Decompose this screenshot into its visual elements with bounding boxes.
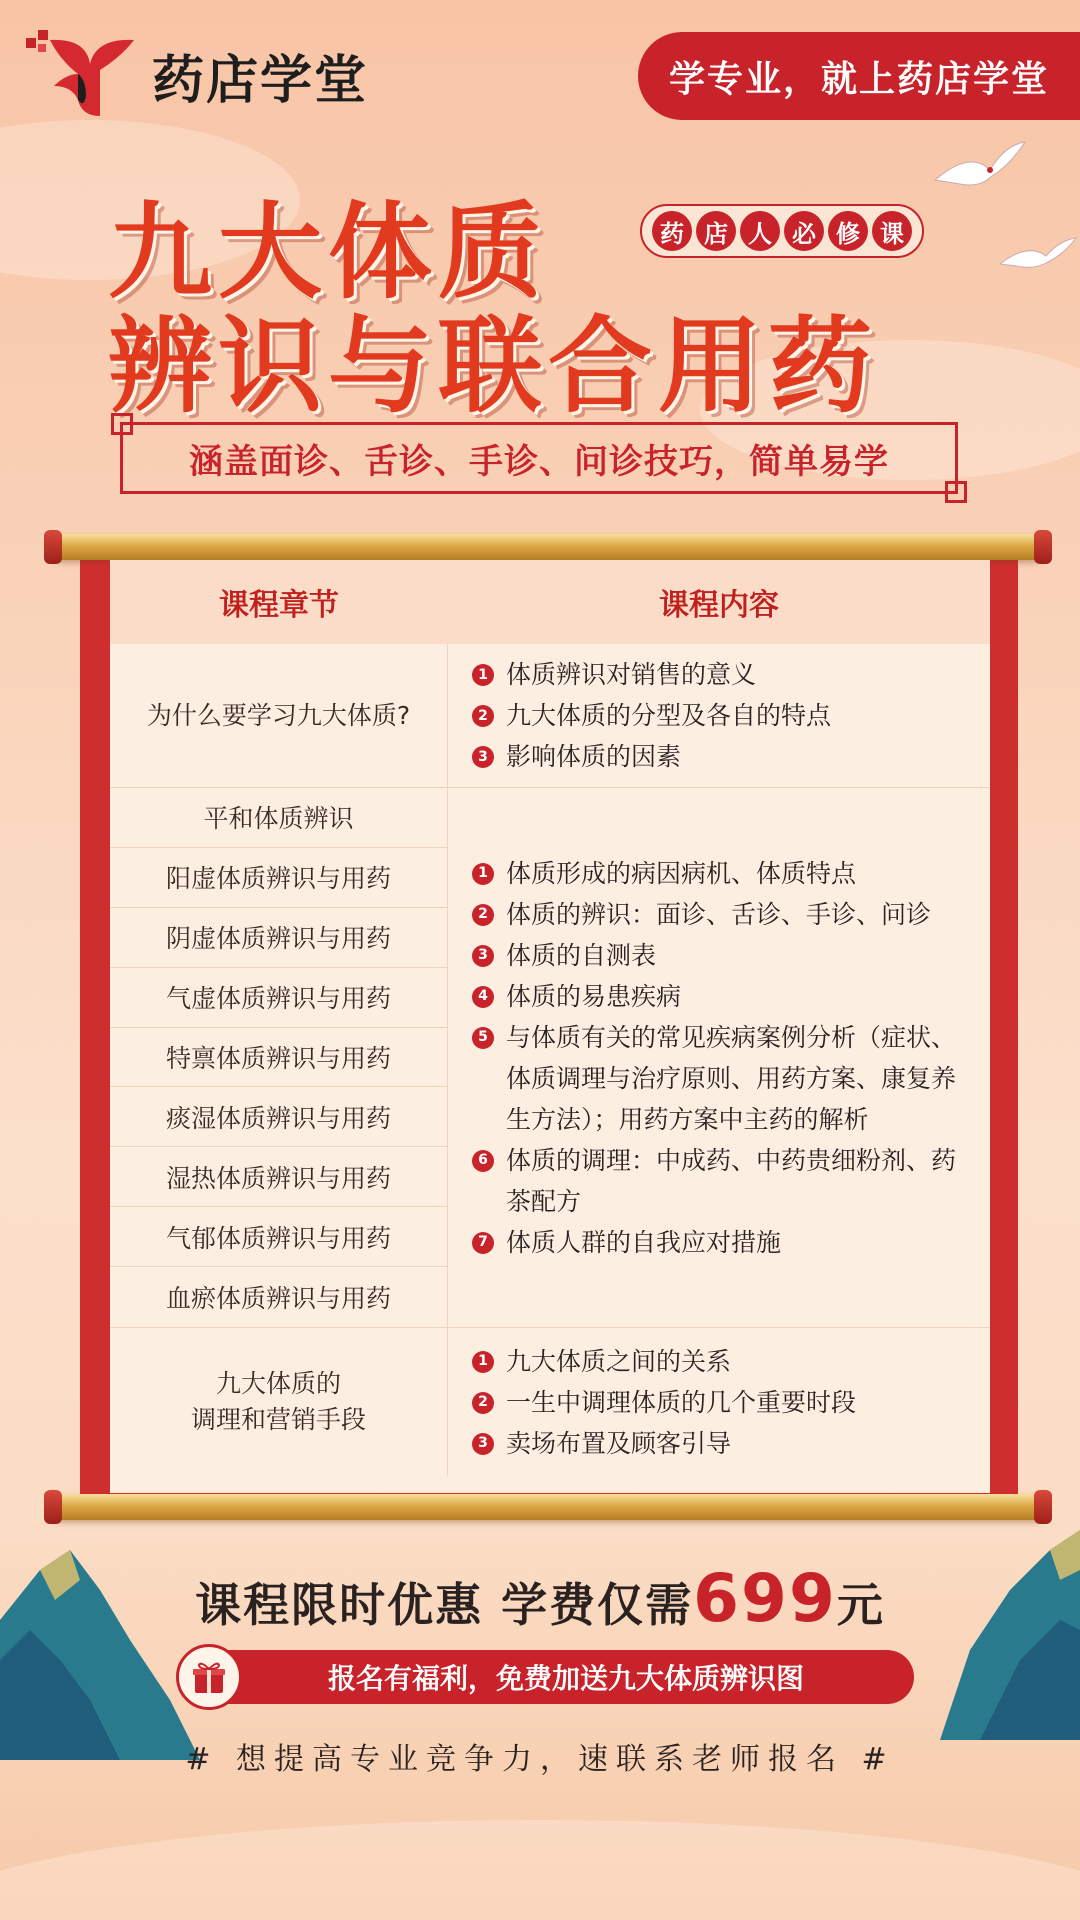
number-badge-3: 3 [472, 945, 494, 967]
list-item: 3 体质的自测表 [472, 935, 970, 976]
subtitle-banner: 涵盖面诊、舌诊、手诊、问诊技巧，简单易学 [120, 422, 958, 494]
number-badge-5: 5 [472, 1027, 494, 1049]
content-cell [448, 1328, 990, 1476]
course-table [110, 644, 990, 1476]
chapter-label: 血瘀体质辨识与用药 [165, 1284, 391, 1314]
bonus-banner: 报名有福利，免费加送九大体质辨识图 [178, 1650, 914, 1704]
chapter-label: 调理和营销手段 [190, 1405, 366, 1434]
chapter-cell [110, 788, 448, 1327]
logo-mark-icon [26, 30, 146, 120]
price-amount: 699 [693, 1560, 837, 1637]
crane-icon [998, 236, 1078, 276]
chapter-label: 湿热体质辨识与用药 [110, 1147, 447, 1207]
bg-cloud [0, 1820, 1080, 1920]
scroll-rod-top [50, 534, 1046, 560]
chapter-cell [110, 1328, 448, 1476]
number-badge-7: 7 [472, 1232, 494, 1254]
main-title-line2: 辨识与联合用药 [108, 304, 879, 427]
badge-char: 必 [784, 211, 824, 251]
list-item: 1 九大体质之间的关系 [472, 1341, 970, 1382]
chapter-label: 为什么要学习九大体质? [146, 700, 411, 730]
gift-icon [191, 1659, 227, 1695]
list-item: 2 体质的辨识：面诊、舌诊、手诊、问诊 [472, 894, 970, 935]
chapter-label: 九大体质的 [215, 1369, 341, 1398]
table-header [110, 560, 990, 644]
header-slogan: 学专业，就上药店学堂 [638, 32, 1080, 120]
chapter-label: 平和体质辨识 [110, 788, 447, 848]
list-item: 1 体质辨识对销售的意义 [472, 654, 970, 695]
number-badge-1: 1 [472, 863, 494, 885]
number-badge-1: 1 [472, 1351, 494, 1373]
chapter-label: 气虚体质辨识与用药 [110, 968, 447, 1028]
scroll-rod-bottom [50, 1494, 1046, 1520]
number-badge-4: 4 [472, 986, 494, 1008]
price-line [0, 1560, 1080, 1637]
number-badge-3: 3 [472, 746, 494, 768]
list-item: 7 体质人群的自我应对措施 [472, 1222, 970, 1263]
number-badge-3: 3 [472, 1433, 494, 1455]
price-prefix: 课程限时优惠 学费仅需 [195, 1578, 694, 1632]
chapter-label: 阴虚体质辨识与用药 [110, 908, 447, 968]
list-item: 2 一生中调理体质的几个重要时段 [472, 1382, 970, 1423]
chapter-label: 痰湿体质辨识与用药 [110, 1087, 447, 1147]
badge-char: 课 [872, 211, 912, 251]
price-unit: 元 [836, 1578, 885, 1632]
badge-char: 药 [652, 211, 692, 251]
crane-icon [930, 140, 1030, 200]
number-badge-1: 1 [472, 664, 494, 686]
chapter-label: 气郁体质辨识与用药 [110, 1207, 447, 1267]
header-content: 课程内容 [659, 588, 779, 623]
table-row [110, 644, 990, 788]
brand-name: 药店学堂 [152, 50, 369, 111]
number-badge-2: 2 [472, 904, 494, 926]
badge-char: 店 [696, 211, 736, 251]
header-chapter: 课程章节 [219, 588, 339, 623]
required-course-badge [640, 204, 924, 258]
list-item: 6 体质的调理：中成药、中药贵细粉剂、药茶配方 [472, 1140, 970, 1222]
badge-char: 修 [828, 211, 868, 251]
list-item: 3 卖场布置及顾客引导 [472, 1423, 970, 1464]
main-title-line1: 九大体质 [108, 190, 549, 313]
gift-icon [176, 1644, 242, 1710]
content-cell [448, 788, 990, 1327]
brand-logo [26, 30, 368, 120]
list-item: 5 与体质有关的常见疾病案例分析（症状、体质调理与治疗原则、用药方案、康复养生方法）；用药方案中主药的解析 [472, 1017, 970, 1140]
badge-char: 人 [740, 211, 780, 251]
table-row [110, 788, 990, 1328]
content-cell [448, 644, 990, 787]
list-item: 4 体质的易患疾病 [472, 976, 970, 1017]
chapter-label: 特禀体质辨识与用药 [110, 1028, 447, 1088]
number-badge-2: 2 [472, 1392, 494, 1414]
list-item: 3 影响体质的因素 [472, 736, 970, 777]
list-item: 1 体质形成的病因病机、体质特点 [472, 853, 970, 894]
footer-cta: # 想提高专业竞争力，速联系老师报名 # [185, 1742, 895, 1777]
chapter-label: 阳虚体质辨识与用药 [110, 848, 447, 908]
chapter-cell [110, 644, 448, 787]
number-badge-6: 6 [472, 1150, 494, 1172]
number-badge-2: 2 [472, 705, 494, 727]
list-item: 2 九大体质的分型及各自的特点 [472, 695, 970, 736]
table-row [110, 1328, 990, 1476]
